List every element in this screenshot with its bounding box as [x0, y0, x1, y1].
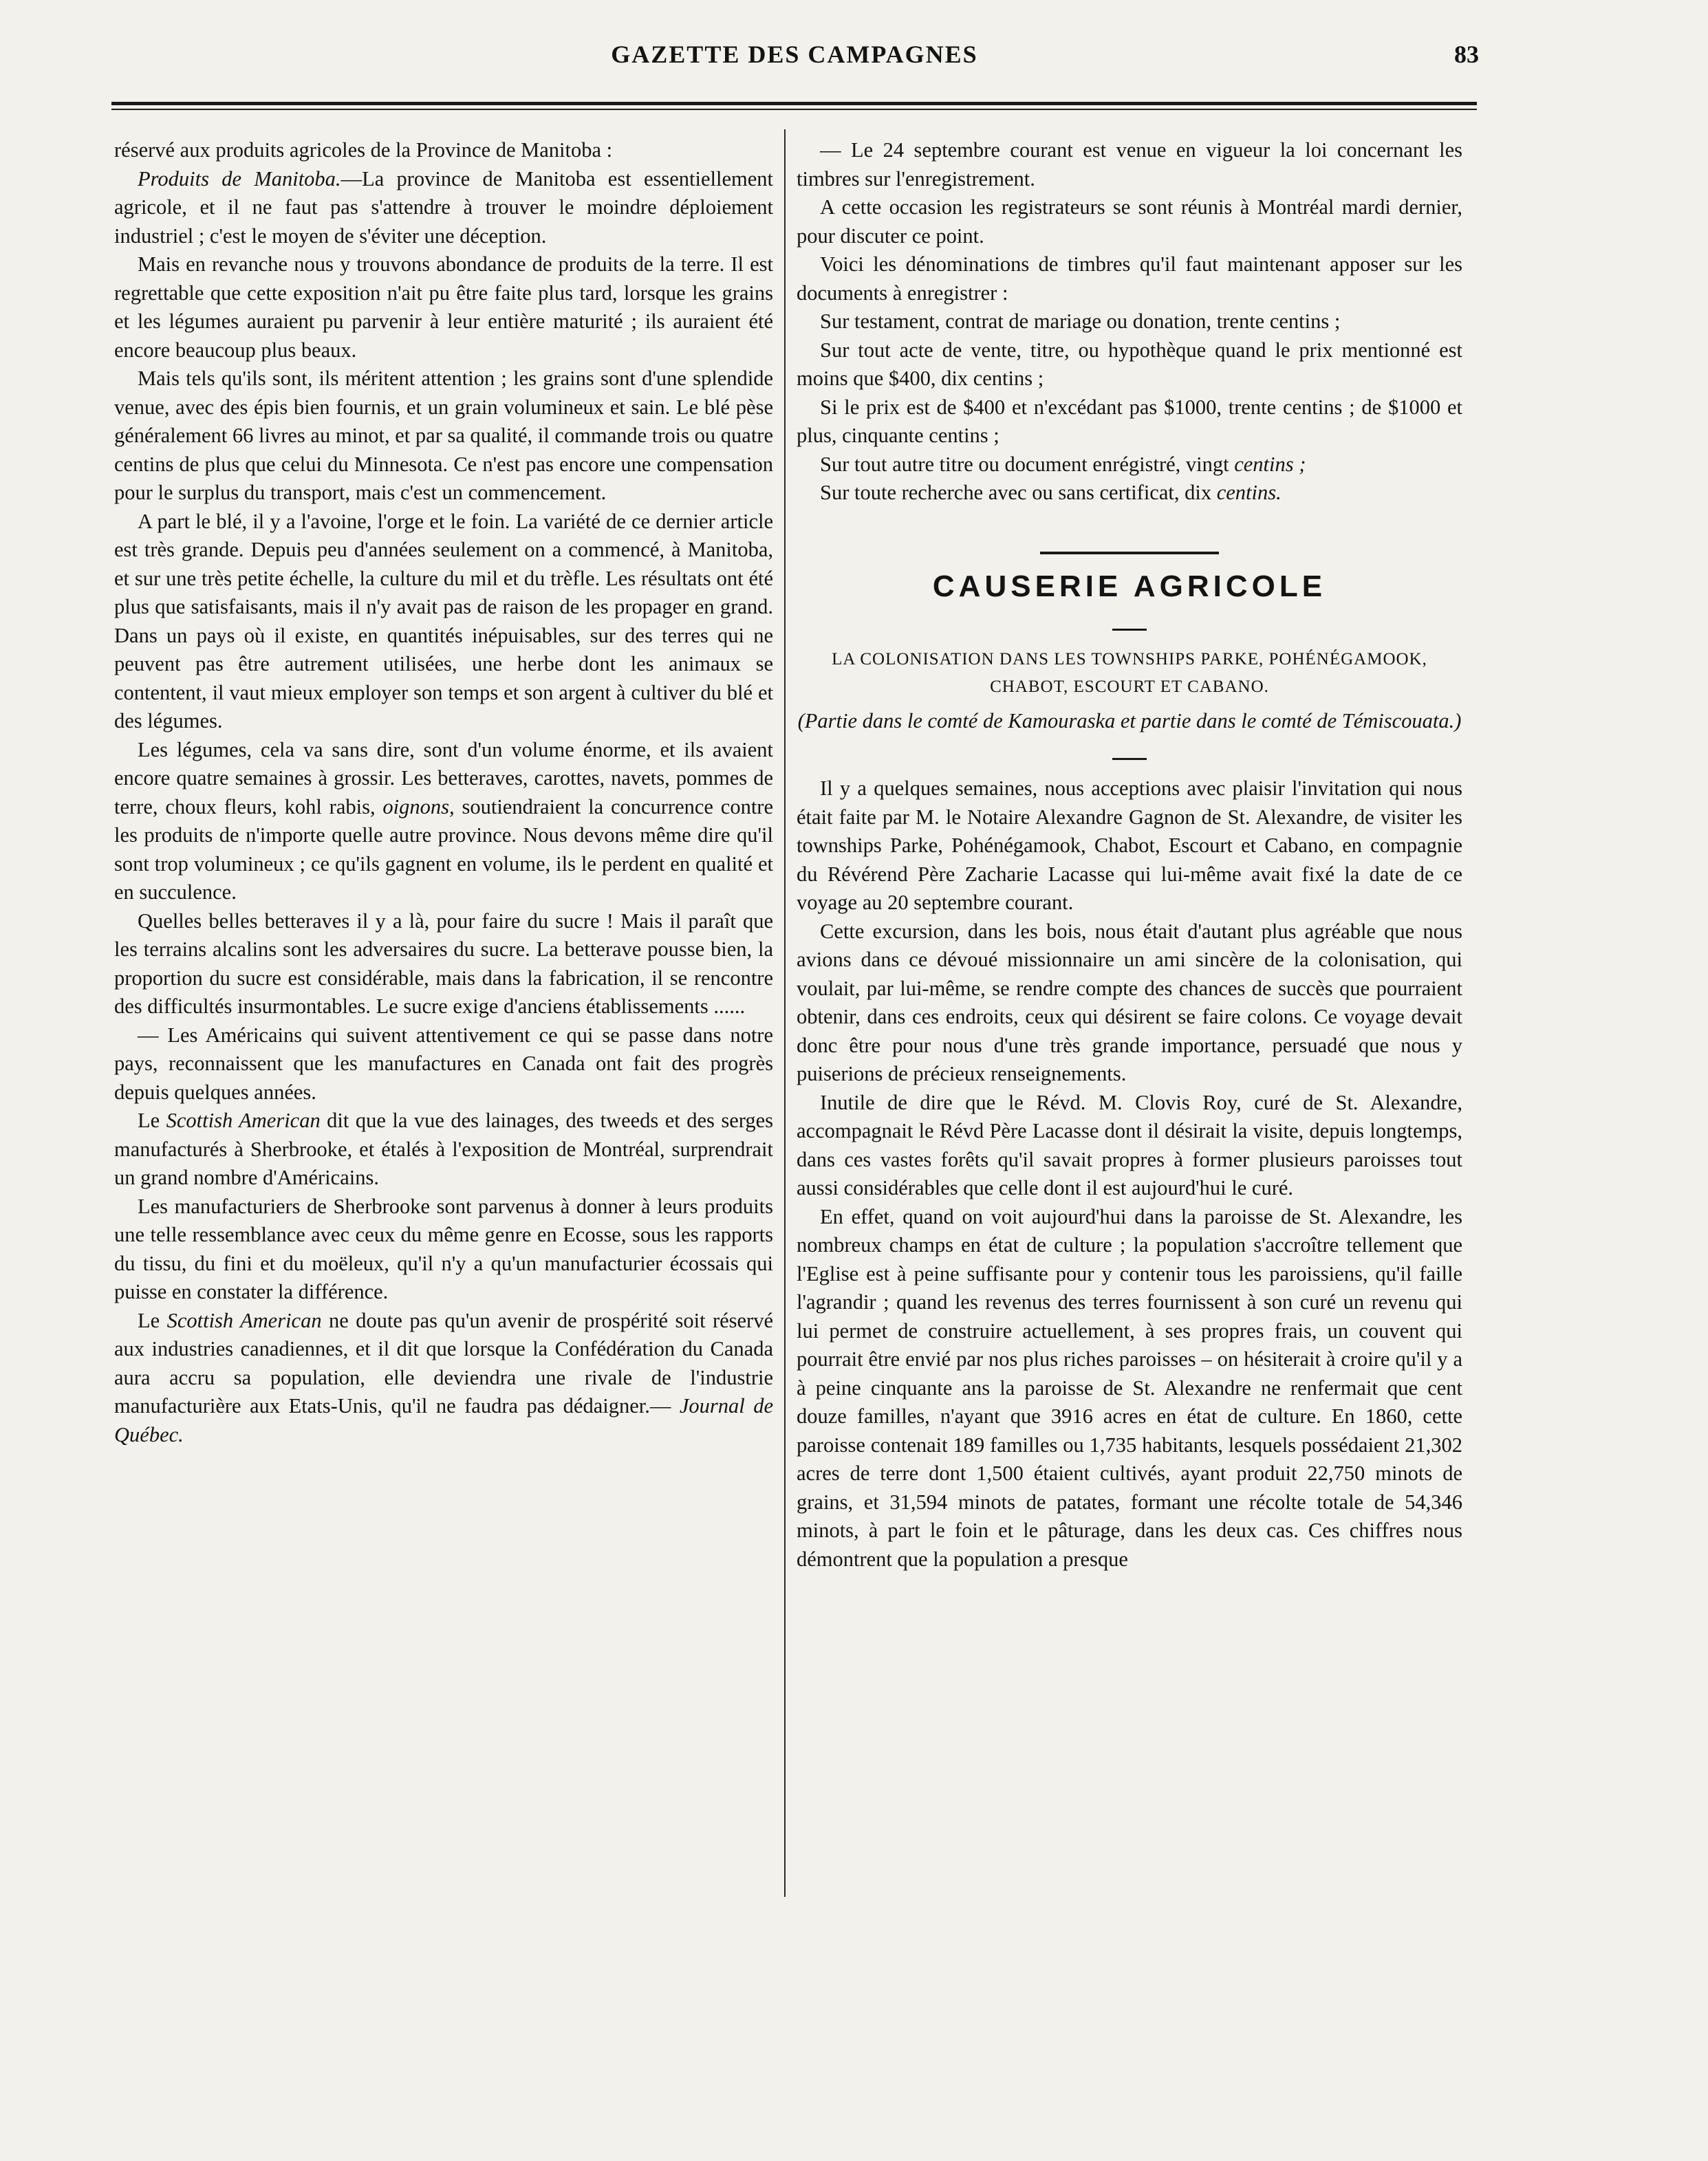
- paragraph: Quelles belles betteraves il y a là, pour faire du sucre ! Mais il paraît que les terrains alcalins sont les adversaires du sucre. La betterave pousse bien, la proportion du sucre est considérable, mais dans la fabrication, il se rencontre des difficultés insurmontables. Le sucre exige d'anciens établissements ......: [114, 909, 773, 1018]
- text-run: Sur tout autre titre ou document enrégistré, vingt: [820, 452, 1235, 476]
- text-run: Le: [138, 1308, 167, 1332]
- section-short-rule: [797, 739, 1462, 768]
- text-run-italic: centins ;: [1234, 452, 1306, 476]
- paragraph: A cette occasion les registrateurs se sont réunis à Montréal mardi dernier, pour discuter ce point.: [797, 195, 1462, 248]
- text-run: dit que la vue des lainages, des tweeds et des serges manufacturés à Sherbrooke, et étalés à l'exposition de Montréal, surprendrait un grand nombre d'Américains.: [114, 1109, 773, 1189]
- paragraph-body: —La province de Manitoba est essentiellement agricole, et il ne faut pas s'attendre à trouver le moindre déploiement industriel ; c'est le moyen de s'éviter une déception.: [114, 166, 773, 248]
- header-rule-thick: [111, 102, 1477, 105]
- section-subheading: LA COLONISATION DANS LES TOWNSHIPS PARKE, POHÉNÉGAMOOK, CHABOT, ESCOURT ET CABANO.: [832, 649, 1427, 696]
- paragraph: Mais en revanche nous y trouvons abondance de produits de la terre. Il est regrettable que cette exposition n'ait pu être faite plus tard, lorsque les grains et les légumes auraient pu parvenir à leur entière maturité ; ils auraient été encore beaucoup plus beaux.: [114, 252, 773, 362]
- paragraph: [797, 450, 1462, 479]
- page-title: GAZETTE DES CAMPAGNES: [611, 41, 978, 68]
- paragraph: [114, 1107, 773, 1193]
- paragraph: réservé aux produits agricoles de la Province de Manitoba :: [114, 138, 613, 162]
- paragraph: — Le 24 septembre courant est venue en vigueur la loi concernant les timbres sur l'enregistrement.: [797, 138, 1462, 191]
- section-subnote: (Partie dans le comté de Kamouraska et partie dans le comté de Témiscouata.): [797, 708, 1462, 732]
- paragraph: Sur testament, contrat de mariage ou donation, trente centins ;: [820, 310, 1341, 333]
- page-number: 83: [1454, 41, 1479, 68]
- publication-name: Scottish American: [166, 1109, 321, 1132]
- right-column: [797, 136, 1462, 1897]
- paragraph: [114, 736, 773, 907]
- paragraph: — Les Américains qui suivent attentivement ce qui se passe dans notre pays, reconnaissent que les manufactures en Canada ont fait des progrès depuis quelques années.: [114, 1023, 773, 1104]
- text-run: soutiendraient la concurrence contre les produits de n'importe quelle autre province. Nous devons même dire qu'il sont trop volumineux ; ce qu'ils gagnent en volume, ils le perdent en qualité et en succulence.: [114, 794, 773, 904]
- paragraph: Inutile de dire que le Révd. M. Clovis Roy, curé de St. Alexandre, accompagnait le Révd Père Lacasse dont il désirait la visite, depuis longtemps, dans ces vastes forêts qu'il savait propres à former plusieurs paroisses tout aussi considérables que celle dont il est aujourd'hui le curé.: [797, 1090, 1462, 1199]
- paragraph: Mais tels qu'ils sont, ils méritent attention ; les grains sont d'une splendide venue, avec des épis bien fournis, et un grain volumineux et sain. Le blé pèse généralement 66 livres au minot, et par sa qualité, il commande trois ou quatre centins de plus que celui du Minnesota. Ce n'est pas encore une compensation pour le surplus du transport, mais c'est un commencement.: [114, 367, 773, 504]
- paragraph: Voici les dénominations de timbres qu'il faut maintenant apposer sur les documents à enregistrer :: [797, 252, 1462, 305]
- text-run-italic: centins.: [1216, 481, 1282, 504]
- paragraph: Si le prix est de $400 et n'excédant pas $1000, trente centins ; de $1000 et plus, cinquante centins ;: [797, 395, 1462, 447]
- source-credit: Journal de Québec.: [114, 1394, 773, 1446]
- column-divider: [784, 129, 786, 1897]
- text-run: Sur toute recherche avec ou sans certificat, dix: [820, 481, 1217, 504]
- paragraph: [114, 165, 773, 251]
- paragraph: En effet, quand on voit aujourd'hui dans la paroisse de St. Alexandre, les nombreux champs en état de culture ; la population s'accroître tellement que l'Eglise est à peine suffisante pour y contenir tous les paroissiens, qu'il faille l'agrandir ; quand les revenus des terres fournissent à son curé un revenu qui lui permet de construire actuellement, à ses propres frais, un couvent qui pourrait être envié par nos plus riches paroisses – on hésiterait à croire qu'il y a à peine cinquante ans la paroisse de St. Alexandre ne renfermait que cent douze familles, n'ayant que 3916 acres en état de culture. En 1860, cette paroisse contenait 189 familles ou 1,735 habitants, lesquels possédaient 21,302 acres de terre dont 1,500 étaient cultivés, ayant produit 22,750 minots de grains, et 31,594 minots de patates, formant une récolte totale de 54,346 minots, à part le foin et le pâturage, dans les deux cas. Ces chiffres nous démontrent que la population a presque: [797, 1204, 1462, 1571]
- paragraph: [797, 479, 1462, 508]
- paragraph: Cette excursion, dans les bois, nous était d'autant plus agréable que nous avions dans ce dévoué missionnaire un ami sincère de la colonisation, qui voulait, par lui-même, se rendre compte des chances de succès que pourraient obtenir, dans ces endroits, ceux qui désirent se faire colons. Ce voyage devait donc être pour nous d'une très grande importance, persuadé que nous y puiserions de précieux renseignements.: [797, 919, 1462, 1085]
- section-title: CAUSERIE AGRICOLE: [932, 569, 1327, 603]
- paragraph-title: Produits de Manitoba.: [138, 166, 341, 191]
- paragraph: A part le blé, il y a l'avoine, l'orge et le foin. La variété de ce dernier article est très grande. Depuis peu d'années seulement on a commencé, à Manitoba, et sur une très petite échelle, la culture du mil et du trèfle. Les résultats ont été plus que satisfaisants, mais il n'y avait pas de raison de les propager en grand. Dans un pays où il existe, en quantités inépuisables, sur des terres qui ne peuvent pas être autrement utilisées, une herbe dont les animaux se contentent, il vaut mieux employer son temps et son argent à cultiver du blé et des légumes.: [114, 509, 773, 732]
- left-column: [114, 136, 773, 1897]
- paragraph: [114, 1307, 773, 1450]
- paragraph: Sur tout acte de vente, titre, ou hypothèque quand le prix mentionné est moins que $400, dix centins ;: [797, 338, 1462, 390]
- text-run-italic: oignons,: [382, 794, 455, 818]
- text-run: Le: [138, 1109, 166, 1132]
- paragraph: Les manufacturiers de Sherbrooke sont parvenus à donner à leurs produits une telle ressemblance avec ceux du même genre en Ecosse, sous les rapports du tissu, du fini et du moëleux, qu'il n'y a qu'un manufacturier écossais qui puisse en constater la différence.: [114, 1194, 773, 1303]
- text-run: ne doute pas qu'un avenir de prospérité soit réservé aux industries canadiennes, et il dit que lorsque la Confédération du Canada aura accru sa population, elle deviendra une rivale de l'industrie manufacturière aux Etats-Unis, qu'il ne faudra pas dédaigner.—: [114, 1308, 773, 1418]
- section-short-rule: [797, 610, 1462, 639]
- page-header: [110, 40, 1479, 67]
- section-rule: [797, 534, 1462, 563]
- paragraph: Il y a quelques semaines, nous acceptions avec plaisir l'invitation qui nous était faite par M. le Notaire Alexandre Gagnon de St. Alexandre, de visiter les townships Parke, Pohénégamook, Chabot, Escourt et Cabano, en compagnie du Révérend Père Zacharie Lacasse qui lui-même avait fixé la date de ce voyage au 20 septembre courant.: [797, 777, 1462, 914]
- text-run: Les légumes, cela va sans dire, sont d'un volume énorme, et ils avaient encore quatre semaines à grossir. Les betteraves, carottes, navets, pommes de terre, choux fleurs, kohl rabis,: [114, 737, 773, 818]
- publication-name: Scottish American: [166, 1308, 322, 1332]
- header-rule-thin: [111, 109, 1477, 110]
